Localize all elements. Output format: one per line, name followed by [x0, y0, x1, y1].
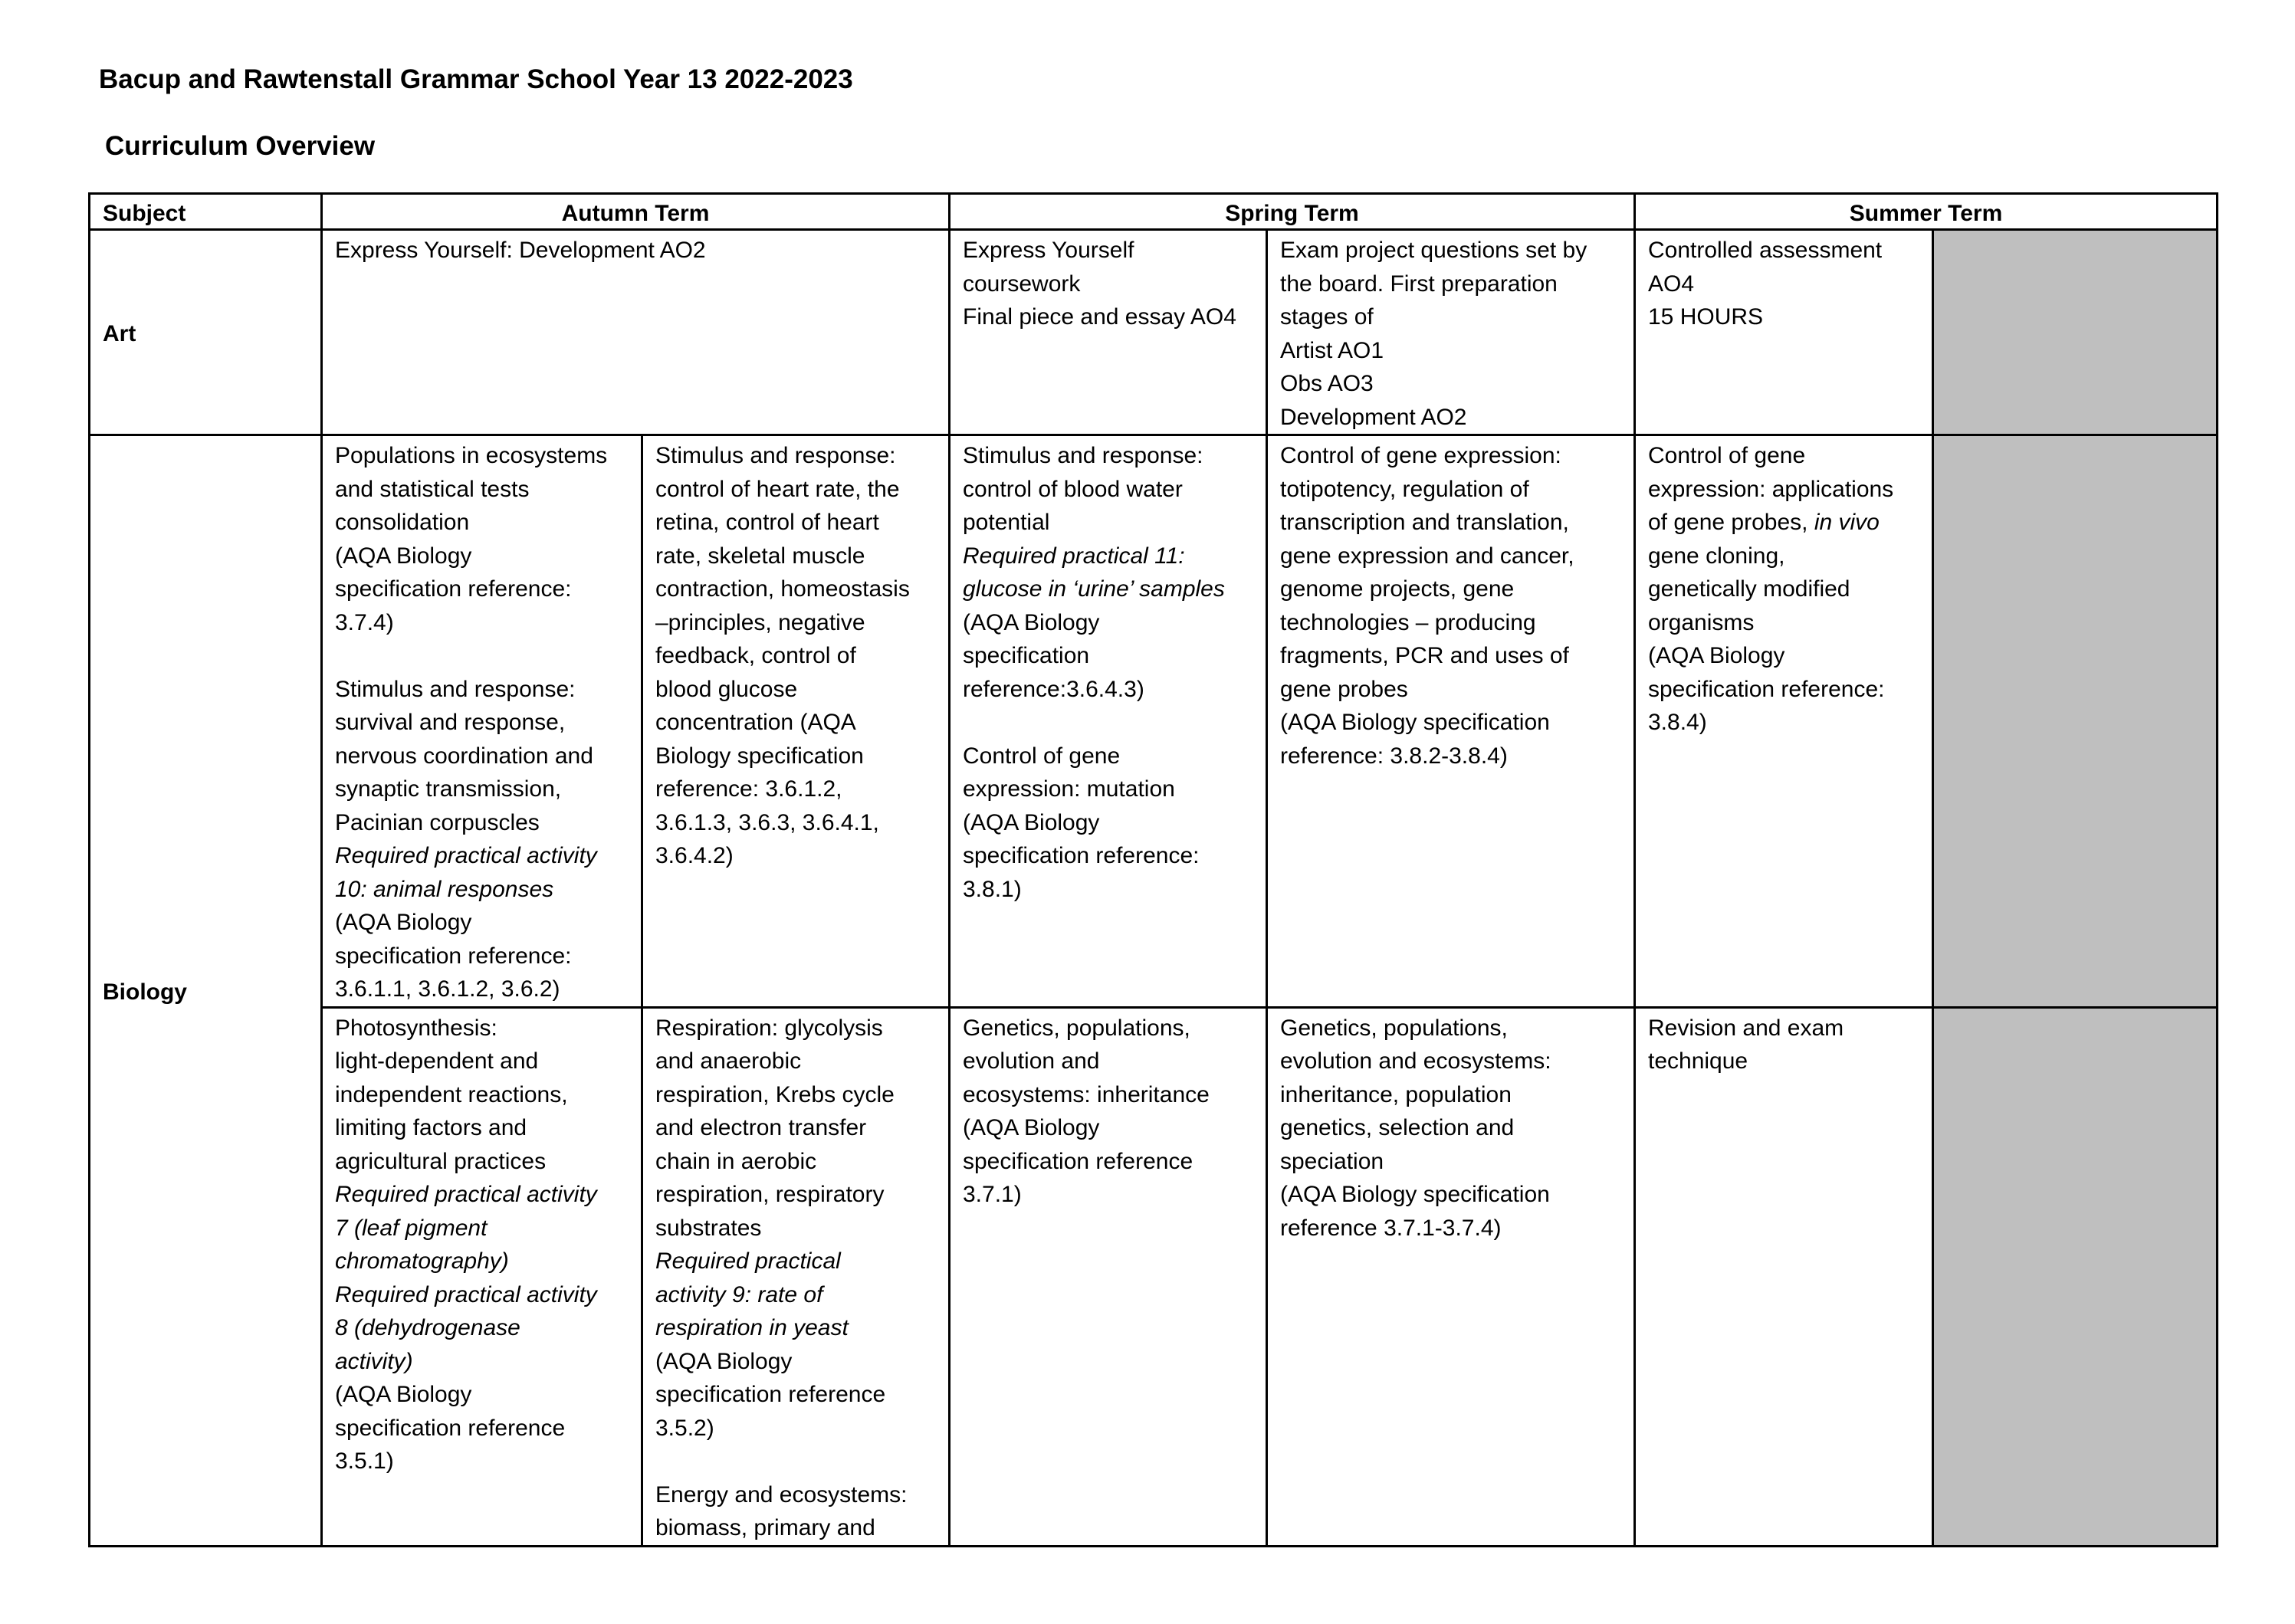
- text-line: respiration, Krebs cycle: [655, 1081, 895, 1107]
- subject-biology: Biology: [90, 435, 322, 1547]
- document-subtitle: Curriculum Overview: [105, 131, 376, 161]
- text-line: totipotency, regulation of: [1280, 476, 1529, 502]
- text-line: concentration (AQA: [655, 710, 856, 735]
- art-spring-cell-1: [950, 230, 1267, 435]
- text-line: Required practical activity: [335, 843, 597, 868]
- biology-spring-cell-1b: [1267, 435, 1635, 1008]
- text-line: specification reference:: [335, 576, 572, 602]
- text-line: activity 9: rate of: [655, 1281, 823, 1307]
- biology-autumn-cell-1b: [642, 435, 950, 1008]
- text-line: Stimulus and response:: [963, 443, 1203, 468]
- biology-autumn-cell-1a: [322, 435, 642, 1008]
- text-line: 8 (dehydrogenase: [335, 1315, 520, 1340]
- biology-summer-cell-1: [1635, 435, 1933, 1008]
- text-line: Development AO2: [1280, 404, 1467, 430]
- text-line: specification reference: [963, 1148, 1193, 1174]
- text-line: rate, skeletal muscle: [655, 543, 865, 569]
- text-line: Stimulus and response:: [655, 443, 896, 468]
- text-line: Genetics, populations,: [963, 1015, 1190, 1041]
- text-line: ecosystems: inheritance: [963, 1081, 1210, 1107]
- biology-row-2: [90, 1007, 2218, 1546]
- curriculum-table: [88, 192, 2218, 1547]
- text-line: genetics, selection and: [1280, 1115, 1515, 1140]
- header-summer-term: Summer Term: [1635, 194, 2218, 230]
- text-line: gene expression and cancer,: [1280, 543, 1574, 569]
- art-summer-cell-2-shaded: [1933, 230, 2218, 435]
- text-line: control of blood water: [963, 476, 1183, 502]
- text-line: Final piece and essay AO4: [963, 304, 1236, 330]
- text-line: nervous coordination and: [335, 743, 593, 769]
- text-line: Obs AO3: [1280, 371, 1374, 396]
- text-line: gene probes: [1280, 676, 1408, 702]
- text-line: 3.8.4): [1648, 710, 1707, 735]
- text-line: Express Yourself: [963, 238, 1134, 263]
- text-line: 15 HOURS: [1648, 304, 1764, 330]
- text-line: 10: animal responses: [335, 876, 554, 902]
- header-subject: Subject: [90, 194, 322, 230]
- text-line: glucose in ‘urine’ samples: [963, 576, 1225, 602]
- biology-spring-cell-2a: [950, 1007, 1267, 1546]
- text-line: 3.7.4): [335, 609, 394, 635]
- text-line: evolution and: [963, 1048, 1100, 1074]
- text-line: Artist AO1: [1280, 337, 1384, 363]
- art-autumn-cell: [322, 230, 950, 435]
- text-line: Control of gene: [963, 743, 1121, 769]
- text-line: and anaerobic: [655, 1048, 802, 1074]
- text-line: independent reactions,: [335, 1081, 568, 1107]
- art-summer-cell-1: [1635, 230, 1933, 435]
- text-line: and statistical tests: [335, 476, 530, 502]
- text-line: specification: [963, 643, 1090, 668]
- text-line: Required practical 11:: [963, 543, 1185, 569]
- biology-autumn-cell-2a: [322, 1007, 642, 1546]
- text-line: 3.6.1.1, 3.6.1.2, 3.6.2): [335, 976, 560, 1002]
- text-line: Express Yourself: Development AO2: [335, 238, 706, 263]
- text-line: genome projects, gene: [1280, 576, 1515, 602]
- text-line: Respiration: glycolysis: [655, 1015, 883, 1041]
- header-autumn-term: Autumn Term: [322, 194, 950, 230]
- text-line: Pacinian corpuscles: [335, 809, 540, 835]
- text-line: substrates: [655, 1215, 762, 1241]
- text-line: the board. First preparation: [1280, 271, 1558, 297]
- text-line: organisms: [1648, 609, 1755, 635]
- text-line: (AQA Biology: [335, 543, 472, 569]
- text-line: (AQA Biology: [963, 609, 1100, 635]
- text-line: reference: 3.6.1.2,: [655, 776, 842, 802]
- text-line: transcription and translation,: [1280, 510, 1569, 535]
- text-line: [1648, 506, 1919, 540]
- text-line: speciation: [1280, 1148, 1384, 1174]
- text-line: Controlled assessment: [1648, 238, 1883, 263]
- text-line: 3.5.1): [335, 1448, 394, 1474]
- text-line: Populations in ecosystems: [335, 443, 608, 468]
- document-title: Bacup and Rawtenstall Grammar School Year 13 2022-2023: [99, 64, 853, 94]
- text-line: biomass, primary and: [655, 1515, 875, 1540]
- text-line: evolution and ecosystems:: [1280, 1048, 1551, 1074]
- biology-autumn-cell-2b: [642, 1007, 950, 1546]
- subject-art: Art: [90, 230, 322, 435]
- text-line: light-dependent and: [335, 1048, 539, 1074]
- biology-summer-cell-2: [1635, 1007, 1933, 1546]
- text-line: Photosynthesis:: [335, 1015, 497, 1041]
- text-line: (AQA Biology: [963, 1115, 1100, 1140]
- text-line: control of heart rate, the: [655, 476, 900, 502]
- text-line: specification reference: [335, 1415, 566, 1441]
- text-line: reference 3.7.1-3.7.4): [1280, 1215, 1502, 1241]
- text-line: technique: [1648, 1048, 1748, 1074]
- text-line: –principles, negative: [655, 609, 865, 635]
- text-line: Required practical: [655, 1248, 841, 1274]
- text-line: synaptic transmission,: [335, 776, 562, 802]
- text-line: Control of gene: [1648, 443, 1806, 468]
- header-spring-term: Spring Term: [950, 194, 1635, 230]
- text-line: specification reference: [655, 1382, 886, 1407]
- biology-spring-cell-2b: [1267, 1007, 1635, 1546]
- text-line: (AQA Biology: [655, 1348, 793, 1374]
- text-line: fragments, PCR and uses of: [1280, 643, 1569, 668]
- text-line: consolidation: [335, 510, 470, 535]
- text-line: 3.5.2): [655, 1415, 714, 1441]
- text-line: and electron transfer: [655, 1115, 867, 1140]
- text-line: Exam project questions set by: [1280, 238, 1587, 263]
- text-italic: in vivo: [1814, 510, 1880, 535]
- text-line: potential: [963, 510, 1050, 535]
- biology-summer-cell-2-shaded: [1933, 1007, 2218, 1546]
- text-line: (AQA Biology specification: [1280, 1182, 1550, 1207]
- text-line: coursework: [963, 271, 1081, 297]
- text-line: activity): [335, 1348, 413, 1374]
- text-line: blood glucose: [655, 676, 798, 702]
- text-line: 3.8.1): [963, 876, 1022, 902]
- text-line: reference: 3.8.2-3.8.4): [1280, 743, 1508, 769]
- header-row: [90, 194, 2218, 230]
- text-line: technologies – producing: [1280, 609, 1536, 635]
- text-line: (AQA Biology: [335, 1382, 472, 1407]
- text-line: feedback, control of: [655, 643, 856, 668]
- text-line: 3.7.1): [963, 1182, 1022, 1207]
- text-line: Control of gene expression:: [1280, 443, 1561, 468]
- text-line: Genetics, populations,: [1280, 1015, 1508, 1041]
- biology-summer-cell-1-shaded: [1933, 435, 2218, 1008]
- text-line: gene cloning,: [1648, 543, 1785, 569]
- art-spring-cell-2: [1267, 230, 1635, 435]
- text-line: (AQA Biology: [1648, 643, 1785, 668]
- text-line: agricultural practices: [335, 1148, 547, 1174]
- text-line: expression: mutation: [963, 776, 1175, 802]
- text-line: survival and response,: [335, 710, 566, 735]
- text-line: inheritance, population: [1280, 1081, 1512, 1107]
- text-line: chain in aerobic: [655, 1148, 817, 1174]
- text-line: expression: applications: [1648, 476, 1894, 502]
- text-line: chromatography): [335, 1248, 509, 1274]
- text-line: stages of: [1280, 304, 1374, 330]
- text-line: Stimulus and response:: [335, 676, 576, 702]
- text-line: genetically modified: [1648, 576, 1850, 602]
- text-line: Revision and exam: [1648, 1015, 1844, 1041]
- biology-spring-cell-1a: [950, 435, 1267, 1008]
- text-line: specification reference:: [1648, 676, 1885, 702]
- text-line: Biology specification: [655, 743, 864, 769]
- text-line: 3.6.4.2): [655, 843, 734, 868]
- text-line: Required practical activity: [335, 1182, 597, 1207]
- text-line: AO4: [1648, 271, 1695, 297]
- text-normal: of gene probes,: [1648, 510, 1814, 535]
- text-line: 3.6.1.3, 3.6.3, 3.6.4.1,: [655, 809, 879, 835]
- text-line: (AQA Biology: [963, 809, 1100, 835]
- text-line: (AQA Biology specification: [1280, 710, 1550, 735]
- text-line: Energy and ecosystems:: [655, 1481, 908, 1508]
- text-line: 7 (leaf pigment: [335, 1215, 488, 1241]
- text-line: reference:3.6.4.3): [963, 676, 1144, 702]
- text-line: respiration in yeast: [655, 1315, 849, 1340]
- text-line: respiration, respiratory: [655, 1182, 885, 1207]
- biology-row-1: [90, 435, 2218, 1008]
- text-line: specification reference:: [335, 943, 572, 969]
- text-line: specification reference:: [963, 843, 1200, 868]
- text-line: contraction, homeostasis: [655, 576, 910, 602]
- text-line: limiting factors and: [335, 1115, 527, 1140]
- art-row: [90, 230, 2218, 435]
- text-line: retina, control of heart: [655, 510, 879, 535]
- text-line: (AQA Biology: [335, 910, 472, 935]
- text-line: Required practical activity: [335, 1281, 597, 1307]
